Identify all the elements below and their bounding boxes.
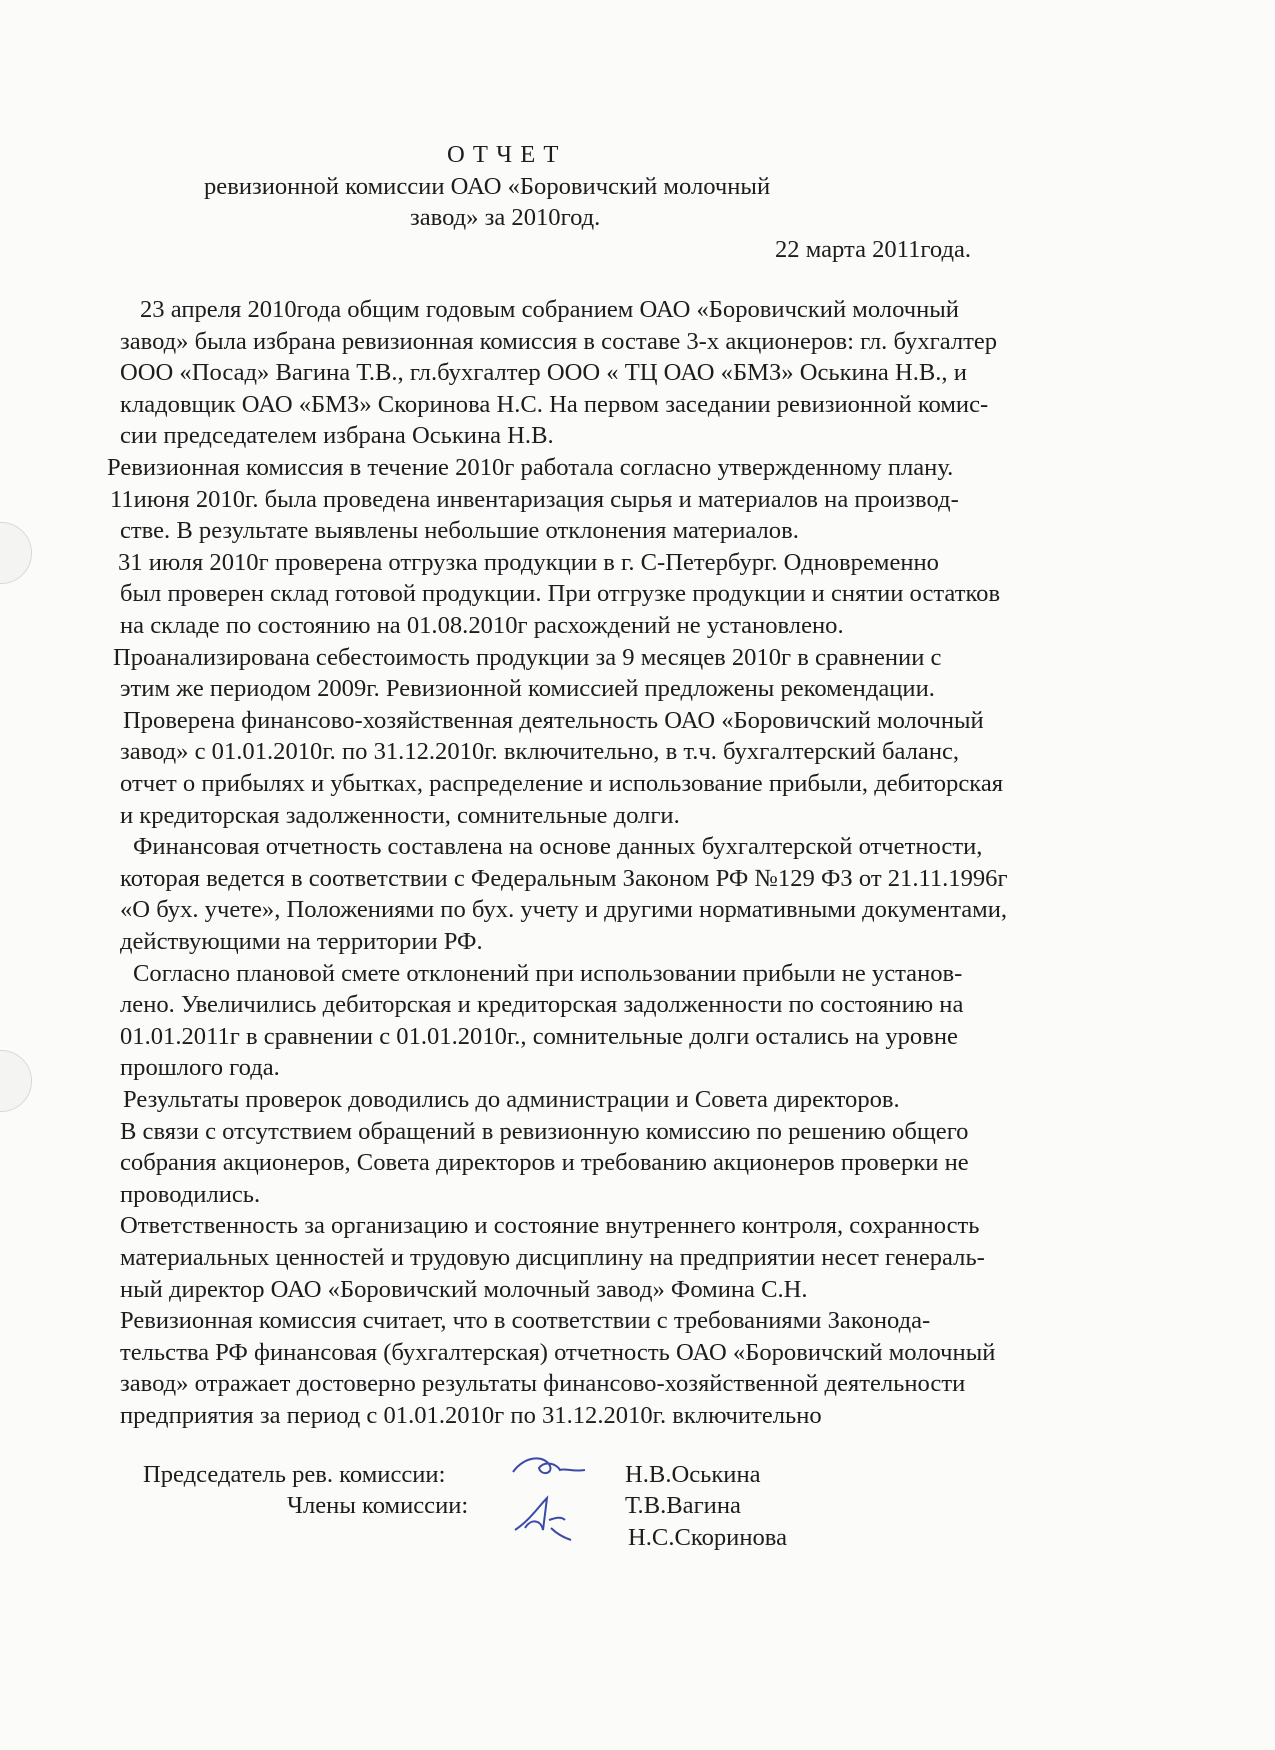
punch-hole	[0, 1050, 32, 1112]
body-line: этим же периодом 2009г. Ревизионной комиссией предложены рекомендации.	[120, 675, 935, 703]
body-line: лено. Увеличились дебиторская и кредиторская задолженности по состоянию на	[120, 991, 964, 1019]
body-line: был проверен склад готовой продукции. При отгрузке продукции и снятии остатков	[120, 580, 1001, 608]
chair-signature	[505, 1450, 595, 1490]
body-line: 01.01.2011г в сравнении с 01.01.2010г., сомнительные долги остались на уровне	[120, 1022, 958, 1050]
body-line: Ревизионная комиссия в течение 2010г работала согласно утвержденному плану.	[107, 454, 954, 481]
document-subtitle: завод» за 2010год.	[410, 204, 601, 231]
body-line: материальных ценностей и трудовую дисциплину на предприятии несет генераль-	[120, 1244, 985, 1271]
body-line: которая ведется в соответствии с Федеральным Законом РФ №129 ФЗ от 21.11.1996г	[120, 864, 1008, 892]
body-line: ный директор ОАО «Боровичский молочный завод» Фомина С.Н.	[120, 1275, 808, 1303]
body-line: 23 апреля 2010года общим годовым собранием ОАО «Боровичский молочный	[140, 296, 959, 323]
body-line: Проанализирована себестоимость продукции за 9 месяцев 2010г в сравнении с	[113, 643, 942, 671]
body-line: Ответственность за организацию и состояние внутреннего контроля, сохранность	[120, 1212, 980, 1240]
document-subtitle: ревизионной комиссии ОАО «Боровичский молочный	[204, 173, 771, 200]
body-line: собрания акционеров, Совета директоров и требованию акционеров проверки не	[120, 1149, 969, 1177]
body-line: В связи с отсутствием обращений в ревизионную комиссию по решению общего	[120, 1117, 969, 1145]
chair-name: Н.В.Оськина	[625, 1461, 761, 1488]
body-line: действующими на территории РФ.	[120, 928, 483, 955]
punch-hole	[0, 522, 32, 584]
chair-label: Председатель рев. комиссии:	[143, 1461, 446, 1488]
member-name: Н.С.Скоринова	[628, 1524, 787, 1551]
body-line: тельства РФ финансовая (бухгалтерская) отчетность ОАО «Боровичский молочный	[120, 1338, 996, 1366]
body-line: прошлого года.	[120, 1054, 280, 1082]
body-line: 11июня 2010г. была проведена инвентаризация сырья и материалов на производ-	[110, 485, 959, 513]
body-line: Проверена финансово-хозяйственная деятельность ОАО «Боровичский молочный	[123, 706, 984, 734]
body-line: «О бух. учете», Положениями по бух. учету и другими нормативными документами,	[120, 896, 1008, 924]
document-title: О Т Ч Е Т	[447, 141, 560, 168]
body-line: на складе по состоянию на 01.08.2010г расхождений не установлено.	[120, 612, 844, 639]
body-line: кладовщик ОАО «БМЗ» Скоринова Н.С. На первом заседании ревизионной комис-	[120, 390, 989, 418]
body-line: завод» отражает достоверно результаты финансово-хозяйственной деятельности	[120, 1370, 966, 1398]
body-line: отчет о прибылях и убытках, распределение и использование прибыли, дебиторская	[120, 770, 1004, 797]
body-line: 31 июля 2010г проверена отгрузка продукции в г. С-Петербург. Одновременно	[118, 548, 939, 576]
body-line: ООО «Посад» Вагина Т.В., гл.бухгалтер ООО « ТЦ ОАО «БМЗ» Оськина Н.В., и	[120, 359, 967, 387]
body-line: Результаты проверок доводились до администрации и Совета директоров.	[123, 1086, 900, 1113]
body-line: и кредиторская задолженности, сомнительные долги.	[120, 801, 680, 829]
member-signature	[505, 1490, 585, 1550]
body-line: Финансовая отчетность составлена на основе данных бухгалтерской отчетности,	[133, 833, 983, 861]
body-line: Согласно плановой смете отклонений при использовании прибыли не установ-	[133, 959, 963, 987]
body-line: предприятия за период с 01.01.2010г по 31.12.2010г. включительно	[120, 1402, 822, 1429]
body-line: Ревизионная комиссия считает, что в соответствии с требованиями Законода-	[120, 1307, 931, 1335]
body-line: завод» с 01.01.2010г. по 31.12.2010г. включительно, в т.ч. бухгалтерский баланс,	[120, 738, 960, 766]
document-date: 22 марта 2011года.	[775, 236, 972, 263]
body-line: стве. В результате выявлены небольшие отклонения материалов.	[120, 517, 799, 545]
body-line: проводились.	[120, 1180, 261, 1208]
members-label: Члены комиссии:	[287, 1492, 469, 1519]
body-line: завод» была избрана ревизионная комиссия в составе 3-х акционеров: гл. бухгалтер	[120, 327, 998, 355]
body-line: сии председателем избрана Оськина Н.В.	[120, 422, 554, 450]
member-name: Т.В.Вагина	[625, 1492, 741, 1519]
